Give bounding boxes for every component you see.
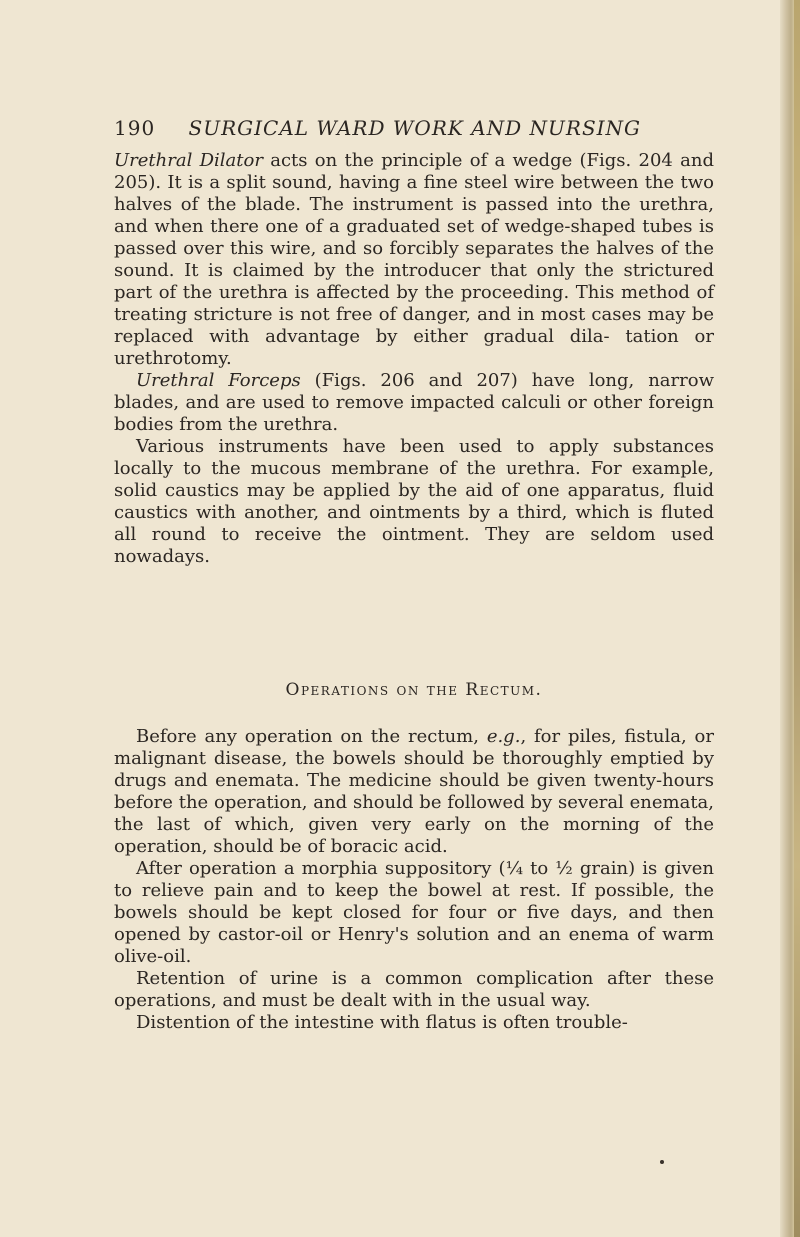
- paragraph-urethral-dilator: [114, 150, 714, 370]
- paragraph-text: , for piles, fistula, or malignant disease, the bowels should be thoroughly emptied by drugs and enemata. The medicine should be given twenty-hours before the operation, and should be followed by several enemata, the last of which, given very early on the morning of the operation, should be of boracic acid.: [114, 726, 714, 857]
- paragraph-text: acts on the principle of a wedge (Figs. 204 and 205). It is a split sound, having a fine steel wire between the two halves of the blade. The instrument is passed into the urethra, and when there one of a graduated set of wedge-shaped tubes is passed over this wire, and so forcibly separates the halves of the sound. It is claimed by the introducer that only the strictured part of the urethra is affected by the proceeding. This method of treating stricture is not free of danger, and in most cases may be replaced with advantage by either gradual dila- tation or urethrotomy.: [114, 150, 714, 369]
- paragraph-text: (Figs. 206 and 207) have long, narrow blades, and are used to remove impacted calculi or other foreign bodies from the urethra.: [114, 370, 714, 435]
- paragraph-urethral-forceps: [114, 370, 714, 436]
- page-number: 190: [114, 116, 156, 140]
- paragraph-distention: Distention of the intestine with flatus is often trouble-: [136, 1012, 628, 1033]
- term-urethral-dilator: Urethral Dilator: [114, 150, 263, 171]
- paragraph-text: Before any operation on the rectum,: [136, 726, 487, 747]
- section-heading-rectum: Operations on the Rectum.: [285, 680, 543, 700]
- upper-text-block: [114, 150, 714, 568]
- running-head: [114, 116, 714, 140]
- lower-text-block: [114, 726, 714, 1034]
- paragraph-retention-of-urine: Retention of urine is a common complication after these operations, and must be dealt with in the usual way.: [114, 968, 714, 1011]
- paragraph-before-operation: [114, 726, 714, 858]
- page-edge-binding: [794, 0, 800, 1237]
- term-urethral-forceps: Urethral Forceps: [136, 370, 301, 391]
- print-speck: [660, 1160, 664, 1164]
- paragraph-after-operation: After operation a morphia suppository (¼ to ½ grain) is given to relieve pain and to keep the bowel at rest. If possible, the bowels should be kept closed for four or five days, and then opened by castor-oil or Henry's solution and an enema of warm olive-oil.: [114, 858, 714, 967]
- running-title: SURGICAL WARD WORK AND NURSING: [188, 116, 642, 140]
- paragraph-text: Various instruments have been used to apply substances locally to the mucous membrane of the urethra. For example, solid caustics may be applied by the aid of one apparatus, fluid caustics with another, and ointments by a third, which is fluted all round to receive the ointment. They are seldom used nowadays.: [114, 436, 714, 567]
- paragraph-various-instruments: [114, 436, 714, 568]
- abbrev-eg: e.g.: [486, 726, 521, 747]
